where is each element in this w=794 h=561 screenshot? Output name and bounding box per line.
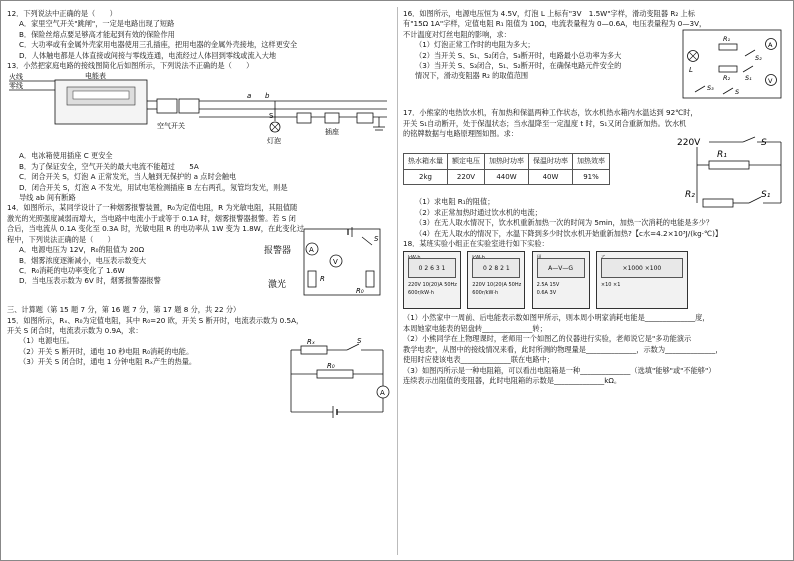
table-cell: 2kg [404, 169, 448, 184]
q15-block [7, 336, 393, 426]
socket-label: 插座 [325, 128, 339, 137]
resistor-rx [301, 346, 327, 354]
q18-sub-3-cont: 连续表示出阻值的变阻器，此时电阻箱的示数是______________kΩ。 [403, 375, 622, 385]
resistor-r0 [366, 271, 374, 287]
q18-figures [403, 249, 789, 313]
q16-line-1: 16．如图所示，电源电压恒为 4.5V，灯泡 L 上标有"3V 1.5W"字样，滑动变阻器 R₂ 上标 [403, 9, 695, 18]
r0-label: R₀ [327, 362, 335, 371]
q16-sub-2: （2）当开关 S、S₁、S₂闭合，S₃断开时，电路最小总功率为多大 [415, 50, 622, 60]
q18-stem: 18．某班实验小组正在实验室进行如下实验： [403, 239, 549, 249]
q12-option-c: C．大功率或有金属外壳家用电器使用三孔插座，把用电器的金属外壳接地，这样更安全 [19, 40, 298, 50]
resistor-r1 [709, 161, 749, 169]
q13-option-b: B．为了保证安全，空气开关的最大电流不能超过 5A [19, 161, 199, 171]
svg-text:S₁: S₁ [745, 74, 752, 83]
table-cell: 40W [529, 169, 573, 184]
water-dispenser-table [403, 153, 610, 185]
alarm-circuit-diagram [262, 223, 392, 301]
switch-s1-icon [743, 66, 753, 72]
q13-option-a: A．电冰箱使用插座 C 更安全 [19, 151, 113, 161]
meter-dial: A—V—G [537, 258, 585, 278]
q15-sub-2: （2）开关 S 断开时，通电 10 秒电阻 R₀消耗的电能。 [19, 346, 194, 356]
socket-a-icon [297, 113, 311, 123]
q16-sub-3-cont: 情况下，滑动变阻器 R₂ 的取值范围 [415, 71, 529, 81]
q14-option-c: C．R₀消耗的电功率变化了 1.6W [19, 265, 125, 275]
q14-option-b: B．烟雾浓度逐渐减小，电压表示数变大 [19, 255, 147, 265]
svg-text:S₂: S₂ [755, 54, 762, 63]
meter-label: 电能表 [85, 72, 106, 81]
q13-option-d: D．闭合开关 S，灯泡 A 不发光，用试电笔检测插座 B 左右两孔，氖管均发光，则是 [19, 182, 288, 192]
q15-line-2: 开关 S 闭合时，电流表示数为 0.9A，求： [7, 325, 143, 335]
switch-s-label: S [269, 112, 274, 121]
svg-text:S: S [735, 88, 740, 97]
resistor-r0 [317, 370, 353, 378]
svg-text:R₀: R₀ [356, 287, 364, 296]
live-wire-label: 火线 [9, 73, 23, 82]
q18-sub-2-cont2: 使用时应使该电表______________联在电路中； [403, 355, 554, 365]
demo-multimeter: A—V—G 2.5A 15V 0.6A 3V [532, 251, 590, 309]
neutral-wire-label: 零线 [9, 82, 23, 91]
switch-s-icon [743, 137, 755, 142]
q16-sub-3: （3）当开关 S、S₃闭合，S₁、S₂断开时，在确保电路元件安全的 [415, 61, 622, 71]
svg-text:S₃: S₃ [707, 84, 714, 93]
q17-block [403, 138, 789, 201]
section-3-heading: 三、计算题（第 15 题 7 分，第 16 题 7 分，第 17 题 8 分，共 22 分） [7, 305, 241, 315]
svg-text:S₁: S₁ [761, 190, 771, 201]
point-a-label: a [247, 92, 252, 101]
alarm-label: 报警器 [264, 246, 292, 257]
svg-text:A: A [768, 41, 773, 50]
resistance-dials: ×1000 ×100 [601, 258, 683, 278]
laser-label: 激光 [268, 280, 287, 291]
resistor-r2 [703, 199, 733, 207]
household-circuit-diagram [7, 71, 393, 151]
switch-s3-icon [695, 86, 705, 92]
point-b-label: b [265, 92, 270, 101]
switch-s2-icon [745, 50, 755, 56]
q14-line-3: 合后，当电流从 0.1A 变化至 0.3A 时，光敏电阻 R 的电功率从 1W 变为 1.8W，在此变化过 [7, 224, 304, 234]
column-divider [397, 7, 398, 555]
switch-s-icon [723, 88, 733, 94]
q14-option-a: A．电源电压为 12V，R₀的阻值为 20Ω [19, 245, 145, 255]
table-cell: 440W [485, 169, 529, 184]
q17-sub-2: （2）求正常加热时通过饮水机的电流； [415, 207, 542, 217]
q12-option-b: B．保险丝熔点要足够高才能起到有效的保险作用 [19, 29, 175, 39]
photoresistor-r [308, 271, 316, 287]
q13-figure [7, 71, 393, 151]
table-header-cell: 额定电压 [448, 154, 485, 169]
svg-text:R₁: R₁ [723, 35, 731, 44]
svg-text:L: L [689, 66, 693, 75]
q15-line-1: 15．如图所示，Rₓ、R₀为定值电阻，其中 R₀=20 欧，开关 S 断开时，电流表示数为 0.5A， [7, 315, 304, 325]
table-header-cell: 保温时功率 [529, 154, 573, 169]
q17-sub-4: （4）在无人取水的情况下，水温下降到多少时饮水机开始重新加热?【c水=4.2×10³J/(kg·℃)】 [415, 228, 723, 238]
q17-line-3: 的铭牌数据与电路原理图如图。求： [403, 129, 519, 139]
q15-circuit-diagram [287, 334, 391, 422]
left-column [7, 9, 393, 426]
q17-sub-3: （3）在无人取水情况下，饮水机重新加热一次的时间为 5min，加热一次消耗的电能是多少？ [415, 218, 714, 228]
q15-sub-1: （1）电源电压。 [19, 336, 74, 346]
q17-line-2: 开关 S₁自动断开，处于保温状态；当水温降至一定温度 t 时，S₁又闭合重新加热。饮水机 [403, 118, 687, 128]
table-header-row [404, 154, 610, 169]
svg-text:S: S [357, 337, 362, 346]
table-header-cell: 热水箱水量 [404, 154, 448, 169]
r2-label: R₂ [685, 190, 695, 201]
q15-sub-3: （3）开关 S 闭合时，通电 1 分钟电阻 Rₓ产生的热量。 [19, 357, 197, 367]
q14-option-d: D．当电压表示数为 6V 时，烟雾报警器报警 [19, 276, 161, 286]
svg-text:S: S [761, 138, 767, 149]
meter-digits: 0 2 8 2 1 [472, 258, 520, 278]
meter-digits: 0 2 6 3 1 [408, 258, 456, 278]
resistance-box: ×1000 ×100 ×10 ×1 [596, 251, 688, 309]
rheostat-r2 [719, 66, 737, 72]
q17-line-1: 17．小熊家的电热饮水机，有加热和保温两种工作状态，饮水机热水箱内水温达到 92℃时， [403, 108, 698, 118]
q14-line-4: 程中，下列说法正确的是（ ） [7, 234, 115, 244]
q18-sub-2-cont: 教学电表"，从图中的接线情况来看，此时所测的物理量是______________，示数为______________， [403, 344, 723, 354]
table-cell: 220V [448, 169, 485, 184]
table-header-cell: 加热时功率 [485, 154, 529, 169]
svg-text:A: A [380, 389, 385, 398]
socket-c-icon [357, 113, 373, 123]
table-cell: 91% [573, 169, 610, 184]
q16-sub-1: （1）灯泡正常工作时的电阻为多大； [415, 40, 535, 50]
q13-stem: 13．小然把家庭电路的接线图简化后如图所示，下列说法不正确的是（ ） [7, 61, 254, 71]
energy-meter-before: 0 2 6 3 1 220V 10(20)A 50Hz 600r/kW·h [403, 251, 461, 309]
svg-text:R₂: R₂ [723, 74, 731, 83]
r1-label: R₁ [717, 150, 727, 161]
q14-line-1: 14．如图所示，某同学设计了一种烟雾报警装置，R₀为定值电阻，R 为光敏电阻，其阻值随 [7, 203, 298, 213]
energy-meter-after: 0 2 8 2 1 220V 10(20)A 50Hz 600r/kW·h [467, 251, 525, 309]
svg-text:V: V [768, 77, 773, 86]
q17-sub-1: （1）求电阻 R₁的阻值； [415, 197, 495, 207]
q16-line-2: 有"15Ω 1A"字样，定值电阻 R₁ 阻值为 10Ω，电流表量程为 0—0.6A，电压表量程为 0—3V， [403, 19, 707, 29]
q13-option-c: C．闭合开关 S，灯泡 A 正常发光，当人触到无保护的 a 点时会触电 [19, 172, 237, 182]
socket-b-icon [325, 113, 339, 123]
q18-sub-1: （1）小然家中一周前、后电能表示数如图甲所示，则本周小明家消耗电能是______________度， [403, 313, 710, 323]
voltage-label: 220V [677, 138, 701, 149]
q18-sub-2: （2）小熊同学在上物理课时，老师用一个如图乙的仪器进行实验，老师说它是"多功能演示 [403, 334, 692, 344]
lamp-label: 灯泡 [267, 137, 281, 146]
rx-label: Rₓ [307, 338, 315, 347]
q12-option-a: A．家里空气开关"跳闸"，一定是电路出现了短路 [19, 19, 175, 29]
right-column [403, 9, 789, 386]
q18-sub-3: （3）如图丙所示是一种电阻箱，可以看出电阻箱是一种______________（选填"能够"或"不能够"） [403, 365, 716, 375]
resistor-r1 [719, 44, 737, 50]
q16-circuit-diagram [679, 24, 789, 104]
svg-text:A: A [309, 246, 314, 255]
q16-block [403, 35, 789, 102]
svg-text:V: V [333, 258, 338, 267]
air-switch-label: 空气开关 [157, 122, 185, 131]
svg-text:R: R [320, 275, 325, 284]
air-switch-box [157, 99, 177, 113]
table-header-cell: 加热效率 [573, 154, 610, 169]
q12-option-d: D．人体触电都是人体直接或间接与零线连通，电流经过人体回到零线或流入大地 [19, 50, 277, 60]
q12-stem: 12．下列说法中正确的是（ ） [7, 9, 117, 18]
q18-sub-1-cont: 本周她家电能表的铝盘转______________转； [403, 323, 547, 333]
switch-icon [362, 237, 372, 245]
q13-option-d-cont: 导线 ab 间有断路 [19, 193, 76, 203]
switch-s1-icon [749, 197, 761, 203]
table-row [404, 169, 610, 184]
q16-line-3: 不计温度对灯丝电阻的影响，求： [403, 29, 511, 39]
svg-text:S: S [374, 235, 379, 244]
q17-circuit-diagram [673, 135, 789, 219]
q14-line-2: 激光的光照强度减弱而增大，当电路中电流小于或等于 0.1A 时，烟雾报警器报警。若 S 闭 [7, 213, 296, 223]
